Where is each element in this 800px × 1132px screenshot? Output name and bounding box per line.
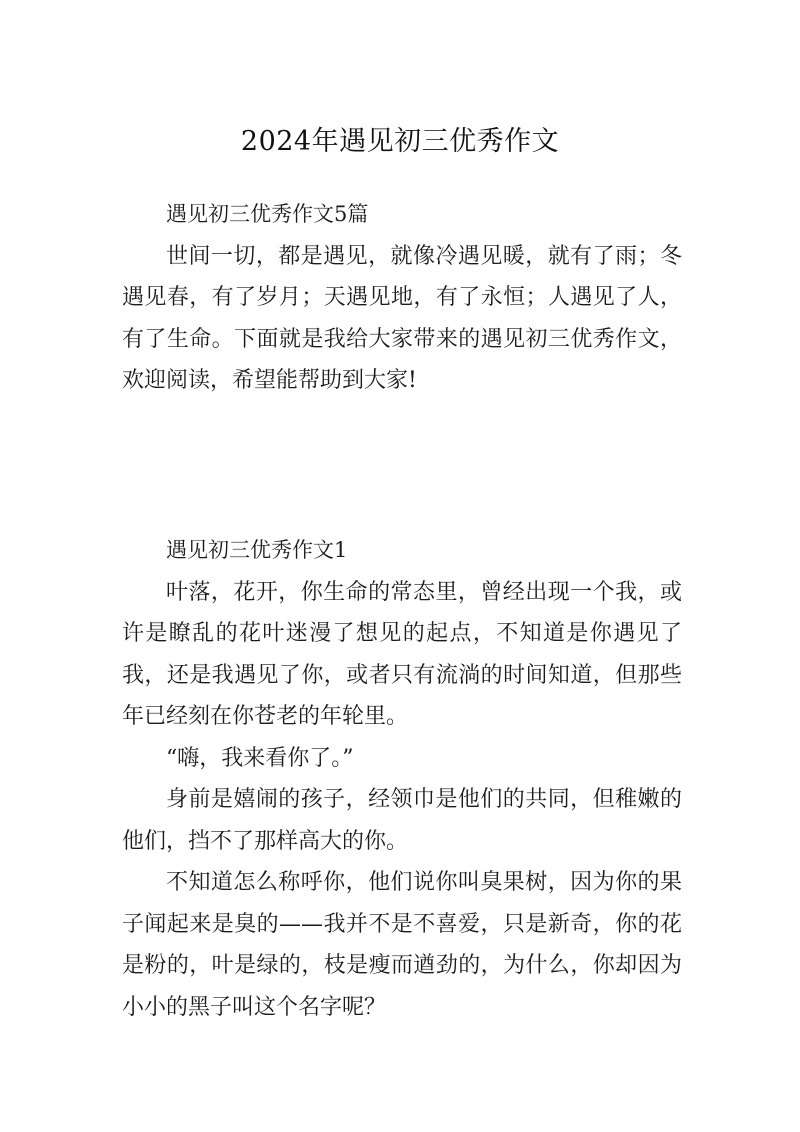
essay-paragraph: 叶落，花开，你生命的常态里，曾经出现一个我，或许是瞭乱的花叶迷漫了想见的起点，不知道是你遇见了我，还是我遇见了你，或者只有流淌的时间知道，但那些年已经刻在你苍老的年轮里。: [122, 579, 682, 729]
document-title: 2024年遇见初三优秀作文: [240, 126, 560, 157]
essay-paragraph: “嗨，我来看你了。”: [166, 745, 354, 771]
essay-paragraph: 身前是嬉闹的孩子，经领巾是他们的共同，但稚嫩的他们，挡不了那样高大的你。: [122, 787, 682, 854]
essay-paragraph: 不知道怎么称呼你，他们说你叫臭果树，因为你的果子闻起来是臭的——我并不是不喜爱，只是新奇，你的花是粉的，叶是绿的，枝是瘦而遒劲的，为什么，你却因为小小的黑子叫这个名字呢？: [122, 870, 682, 1020]
intro-paragraph: 世间一切，都是遇见，就像冷遇见暖，就有了雨；冬遇见春，有了岁月；天遇见地，有了永恒；人遇见了人，有了生命。下面就是我给大家带来的遇见初三优秀作文，欢迎阅读，希望能帮助到大家!: [122, 243, 682, 393]
intro-heading: 遇见初三优秀作文5篇: [166, 202, 369, 226]
intro-section: [122, 194, 682, 402]
essay-section: [122, 530, 682, 1028]
essay-heading: 遇见初三优秀作文1: [166, 538, 348, 562]
